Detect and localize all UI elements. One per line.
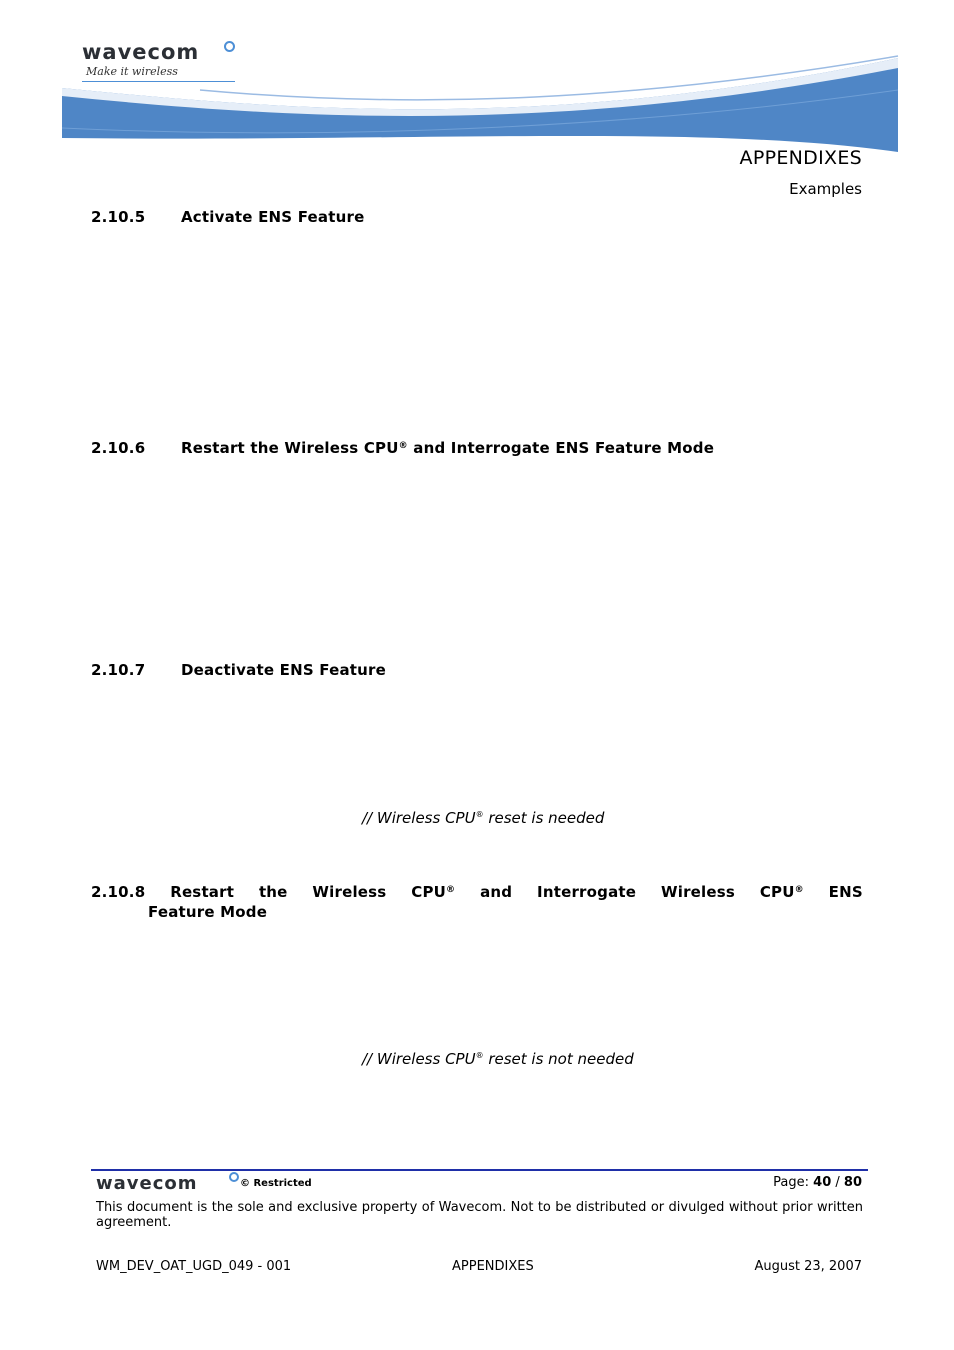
heading-word: Wireless xyxy=(312,883,387,901)
comment-suffix: reset is needed xyxy=(483,809,605,827)
registered-mark: ® xyxy=(475,1051,484,1060)
header-wave-banner xyxy=(0,50,954,160)
section-heading-2-10-6 xyxy=(91,439,863,457)
page-total: 80 xyxy=(843,1175,862,1190)
section-heading-2-10-8 xyxy=(91,883,863,901)
section-heading-2-10-7 xyxy=(91,661,863,679)
page-separator: / xyxy=(831,1175,844,1190)
section-title-part2: and Interrogate ENS Feature Mode xyxy=(407,439,715,457)
section-title: Activate ENS Feature xyxy=(181,208,365,226)
heading-word: and xyxy=(480,883,513,901)
footer-doc-id: WM_DEV_OAT_UGD_049 - 001 xyxy=(96,1259,292,1274)
section-number: 2.10.7 xyxy=(91,661,146,679)
heading-word: Interrogate xyxy=(537,883,637,901)
section-number: 2.10.6 xyxy=(91,439,146,457)
footer-logo-swirl-icon xyxy=(229,1172,239,1182)
section-number: 2.10.5 xyxy=(91,208,146,226)
footer-rule xyxy=(91,1169,868,1171)
footer-notice: This document is the sole and exclusive property of Wavecom. Not to be distributed or divulged without prior written agreement. xyxy=(96,1200,863,1230)
header-title: APPENDIXES xyxy=(739,147,862,169)
logo-tagline: Make it wireless xyxy=(86,65,178,78)
registered-mark: ® xyxy=(475,810,484,819)
header-subtitle: Examples xyxy=(789,180,862,198)
footer-section: APPENDIXES xyxy=(452,1259,534,1274)
heading-word: CPU® xyxy=(411,883,456,901)
wavecom-logo: wavecom xyxy=(82,40,200,64)
comment-prefix: // Wireless CPU xyxy=(362,809,476,827)
heading-word: the xyxy=(258,883,288,901)
heading-word: Wireless xyxy=(660,883,736,901)
section-number: 2.10.8 xyxy=(91,883,146,901)
page-label: Page: xyxy=(773,1175,814,1190)
section-title-part1: Restart the Wireless CPU xyxy=(181,439,399,457)
footer-page-number xyxy=(773,1175,862,1190)
section-heading-2-10-5 xyxy=(91,208,863,226)
code-comment-reset-needed xyxy=(362,809,604,827)
footer-restricted: © Restricted xyxy=(240,1178,312,1189)
section-heading-2-10-8-line2: Feature Mode xyxy=(148,903,268,921)
heading-word: ENS xyxy=(828,883,863,901)
footer-date: August 23, 2007 xyxy=(754,1259,862,1274)
heading-word: CPU® xyxy=(759,883,804,901)
registered-mark: ® xyxy=(398,441,408,451)
section-title: Deactivate ENS Feature xyxy=(181,661,386,679)
comment-suffix: reset is not needed xyxy=(483,1050,634,1068)
page-current: 40 xyxy=(813,1175,832,1190)
footer-wavecom-logo: wavecom xyxy=(96,1173,198,1194)
code-comment-reset-not-needed xyxy=(362,1050,634,1068)
comment-prefix: // Wireless CPU xyxy=(362,1050,476,1068)
heading-word: Restart xyxy=(170,883,235,901)
